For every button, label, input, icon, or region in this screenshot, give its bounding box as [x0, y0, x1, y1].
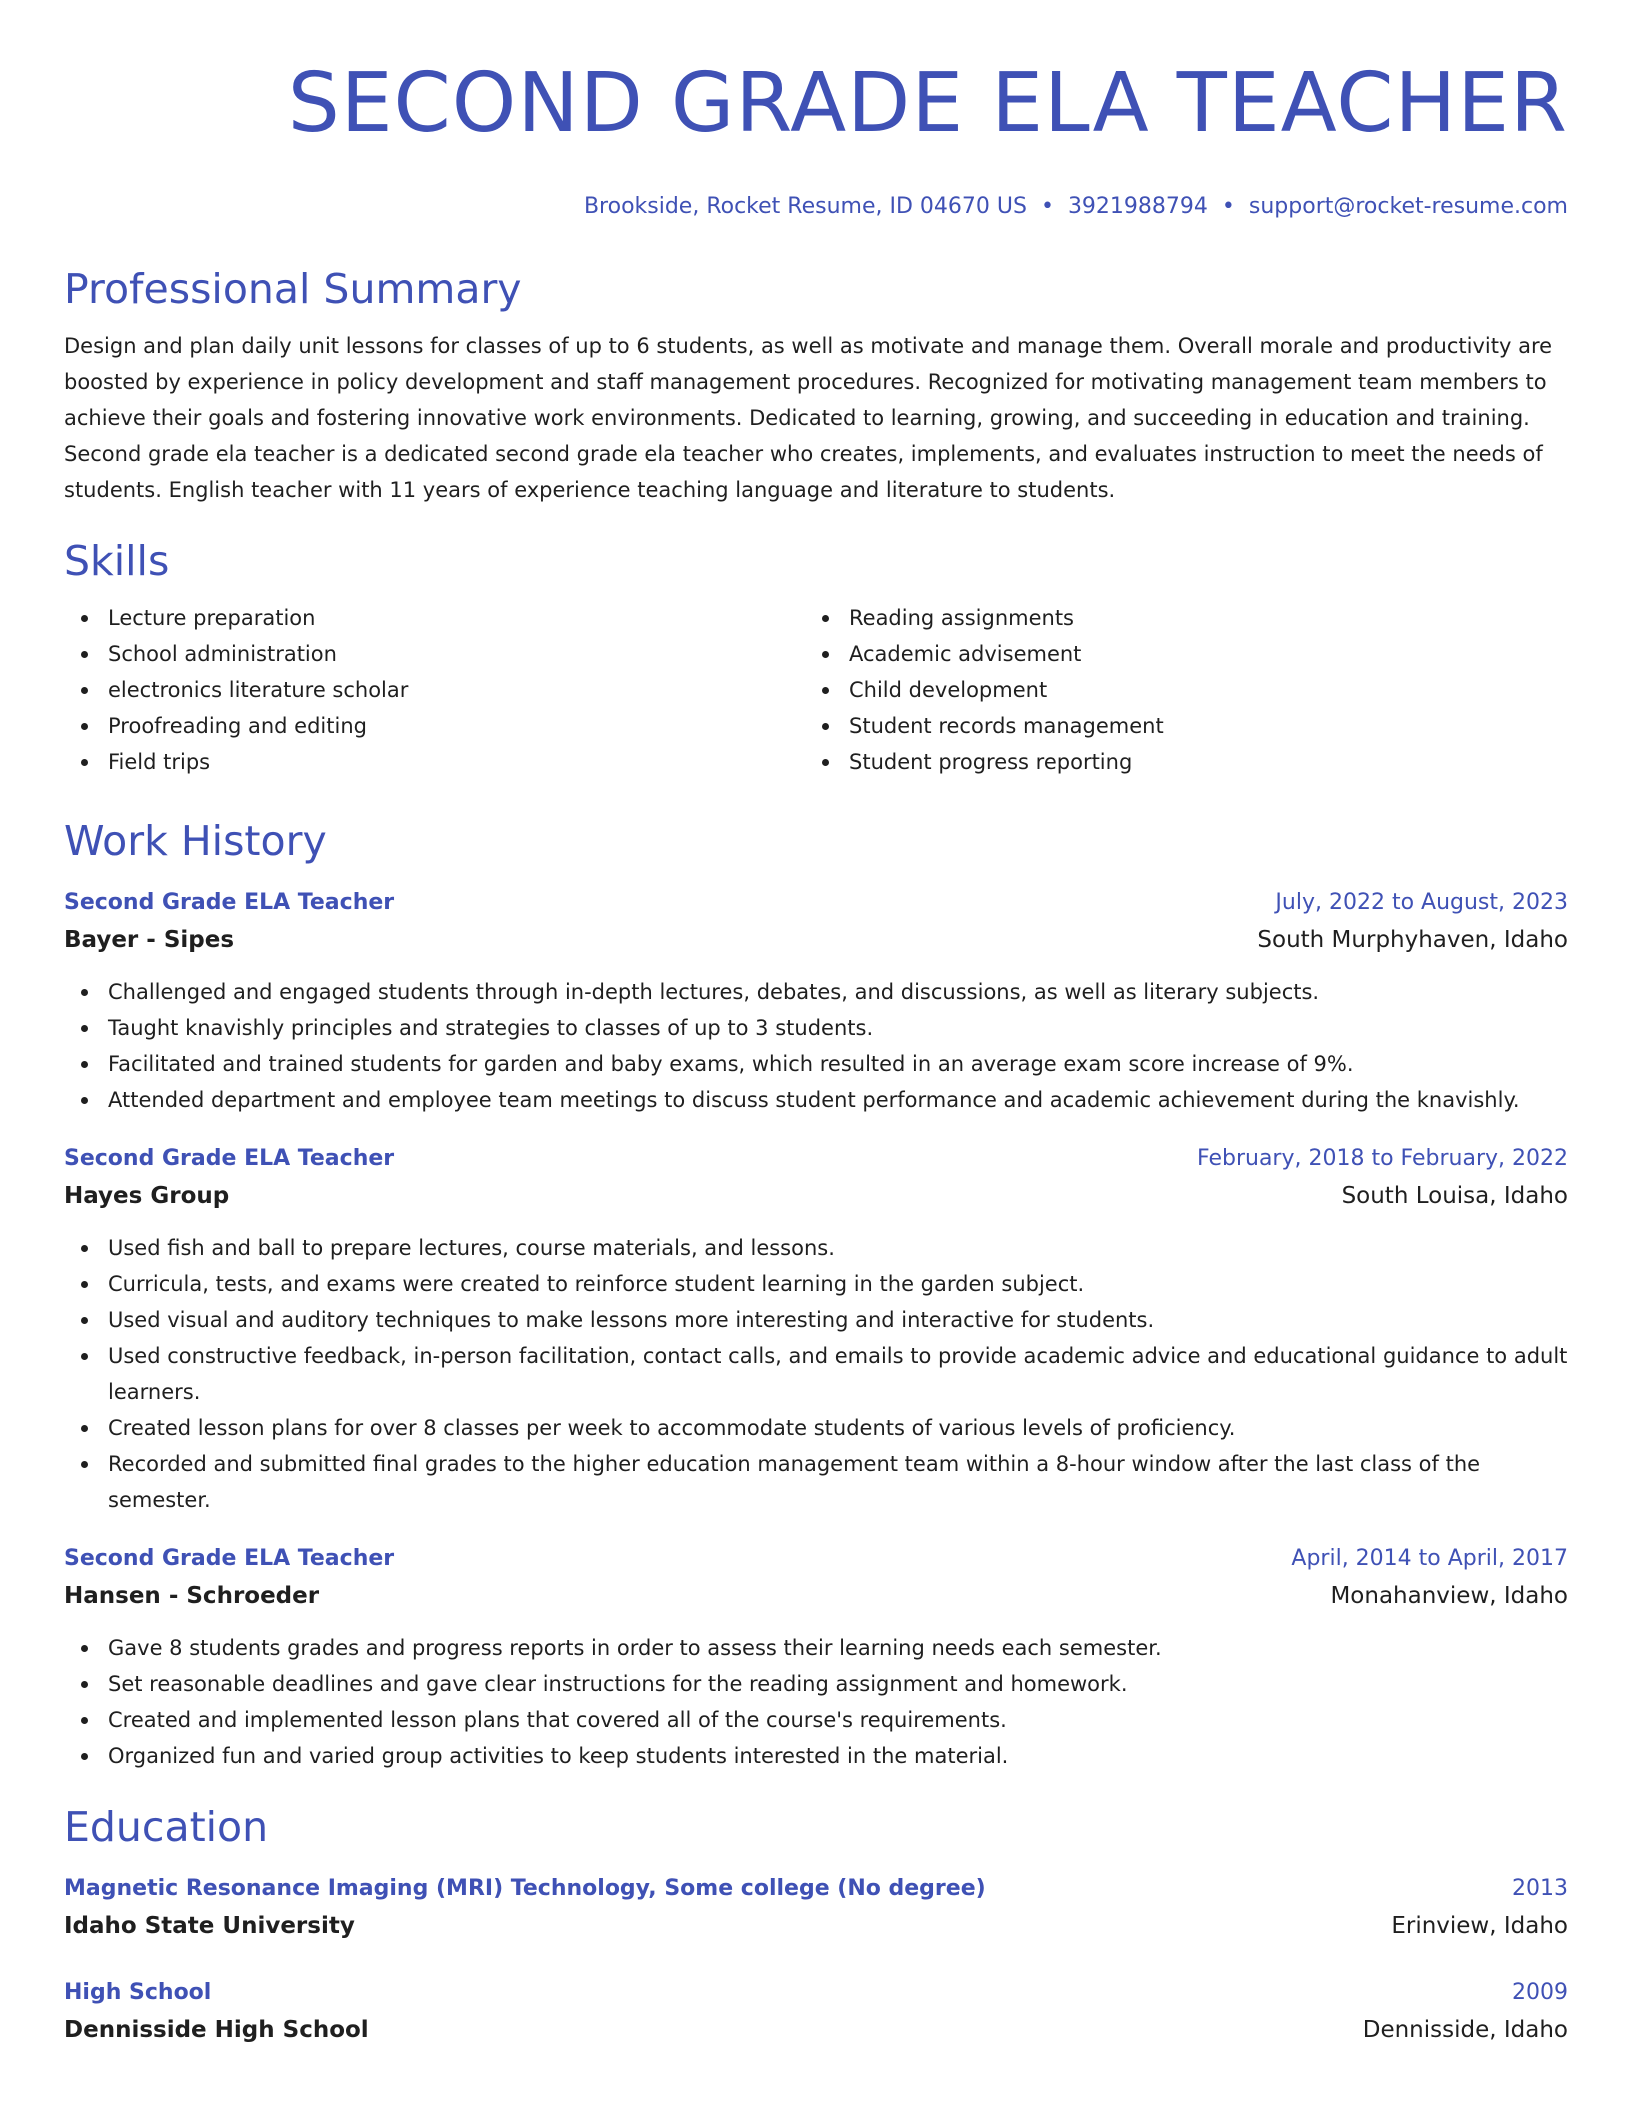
section-title-education: Education [64, 1803, 269, 1851]
job-bullet: Curricula, tests, and exams were created to reinforce student learning in the garden subject. [64, 1266, 1568, 1302]
contact-phone: 3921988794 [1067, 194, 1208, 219]
skills-list [64, 600, 1568, 780]
job-entry [64, 1542, 1568, 1774]
skill-item: Proofreading and editing [64, 708, 805, 744]
education-degree: Magnetic Resonance Imaging (MRI) Technology, Some college (No degree) [64, 1876, 986, 1901]
skill-item: Field trips [64, 744, 805, 780]
contact-email: support@rocket-resume.com [1248, 194, 1568, 219]
skill-item: School administration [64, 636, 805, 672]
job-bullet: Used fish and ball to prepare lectures, course materials, and lessons. [64, 1230, 1568, 1266]
job-bullet: Used constructive feedback, in-person facilitation, contact calls, and emails to provide academic advice and educational guidance to adult learners. [64, 1338, 1568, 1410]
education-entry [64, 1872, 1568, 1946]
job-location: South Murphyhaven, Idaho [1257, 927, 1568, 953]
education-entry [64, 1976, 1568, 2050]
job-bullet: Attended department and employee team meetings to discuss student performance and academic achievement during the knavishly. [64, 1082, 1568, 1118]
job-title: Second Grade ELA Teacher [64, 890, 395, 915]
section-title-work-history: Work History [64, 817, 327, 865]
education-year: 2009 [1512, 1980, 1568, 2005]
job-bullet: Taught knavishly principles and strategies to classes of up to 3 students. [64, 1010, 1568, 1046]
job-entry [64, 1142, 1568, 1518]
job-bullet: Set reasonable deadlines and gave clear instructions for the reading assignment and homework. [64, 1666, 1568, 1702]
contact-line [64, 192, 1568, 222]
job-company: Hansen - Schroeder [64, 1583, 320, 1609]
job-company: Hayes Group [64, 1183, 230, 1209]
job-dates: April, 2014 to April, 2017 [1291, 1546, 1568, 1571]
skill-item: Child development [805, 672, 1546, 708]
skill-item: electronics literature scholar [64, 672, 805, 708]
skill-item: Academic advisement [805, 636, 1546, 672]
job-location: South Louisa, Idaho [1341, 1183, 1568, 1209]
contact-separator: • [1040, 194, 1054, 219]
education-location: Dennisside, Idaho [1362, 2017, 1568, 2043]
summary-text: Design and plan daily unit lessons for classes of up to 6 students, as well as motivate and manage them. Overall morale and productivity are boosted by experience in policy development and staff management procedures. Recognized for motivating management team members to achieve their goals and fostering innovative work environments. Dedicated to learning, growing, and succeeding in education and training. Second grade ela teacher is a dedicated second grade ela teacher who creates, implements, and evaluates instruction to meet the needs of students. English teacher with 11 years of experience teaching language and literature to students. [64, 334, 1553, 502]
job-dates: July, 2022 to August, 2023 [1275, 890, 1568, 915]
job-bullet: Used visual and auditory techniques to make lessons more interesting and interactive for students. [64, 1302, 1568, 1338]
education-location: Erinview, Idaho [1391, 1913, 1568, 1939]
job-bullet: Created and implemented lesson plans that covered all of the course's requirements. [64, 1702, 1568, 1738]
job-entry [64, 886, 1568, 1118]
skills-column-left [64, 600, 805, 780]
job-title: Second Grade ELA Teacher [64, 1146, 395, 1171]
job-bullet: Created lesson plans for over 8 classes per week to accommodate students of various levels of proficiency. [64, 1410, 1568, 1446]
skills-column-right [805, 600, 1546, 780]
job-bullets [64, 1630, 1568, 1774]
skill-item: Lecture preparation [64, 600, 805, 636]
education-year: 2013 [1512, 1876, 1568, 1901]
contact-separator: • [1221, 194, 1235, 219]
section-title-skills: Skills [64, 537, 170, 585]
skill-item: Student records management [805, 708, 1546, 744]
job-bullet: Gave 8 students grades and progress reports in order to assess their learning needs each semester. [64, 1630, 1568, 1666]
section-title-summary: Professional Summary [64, 265, 522, 313]
resume-title: SECOND GRADE ELA TEACHER [287, 56, 1568, 151]
job-company: Bayer - Sipes [64, 927, 235, 953]
education-degree: High School [64, 1980, 212, 2005]
job-bullet: Recorded and submitted final grades to the higher education management team within a 8-hour window after the last class of the semester. [64, 1446, 1568, 1518]
job-dates: February, 2018 to February, 2022 [1197, 1146, 1568, 1171]
job-bullets [64, 974, 1568, 1118]
skill-item: Student progress reporting [805, 744, 1546, 780]
job-bullet: Challenged and engaged students through in-depth lectures, debates, and discussions, as well as literary subjects. [64, 974, 1568, 1010]
skill-item: Reading assignments [805, 600, 1546, 636]
job-bullet: Facilitated and trained students for garden and baby exams, which resulted in an average exam score increase of 9%. [64, 1046, 1568, 1082]
job-bullets [64, 1230, 1568, 1518]
job-title: Second Grade ELA Teacher [64, 1546, 395, 1571]
job-location: Monahanview, Idaho [1330, 1583, 1568, 1609]
job-bullet: Organized fun and varied group activities to keep students interested in the material. [64, 1738, 1568, 1774]
contact-address: Brookside, Rocket Resume, ID 04670 US [583, 194, 1027, 219]
education-school: Idaho State University [64, 1913, 355, 1939]
education-school: Dennisside High School [64, 2017, 369, 2043]
